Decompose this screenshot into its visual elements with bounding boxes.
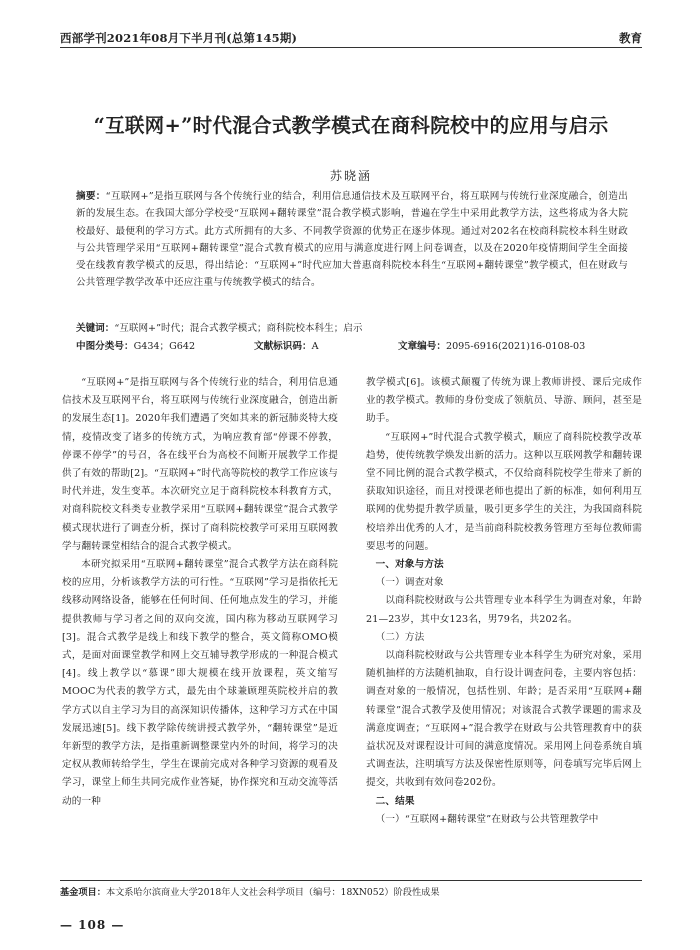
subsection-heading: （一）调查对象	[375, 577, 444, 589]
keywords	[76, 320, 628, 337]
fund-text: 本文系哈尔滨商业大学2018年人文社会科学项目（编号：18XN052）阶段性成果	[105, 887, 440, 898]
abstract	[76, 188, 628, 292]
keywords-label: 关键词：	[76, 323, 115, 334]
body-column-left	[62, 374, 338, 811]
article-number-value: 2095-6916(2021)16-0108-03	[445, 341, 586, 352]
body-paragraph: “互联网+”是指互联网与各个传统行业的结合，利用信息通信技术及互联网平台，将互联网与传统行业深度融合，创造出新的发展生态[1]。2020年我们遭遇了突如其来的新冠肺炎特大疫情，疫情改变了诸多的传统方式，为响应教育部“停课不停教，停课不停学”的号召，各在线平台为高校不间断开展教学工作提供了有效的帮助[2]。“互联网+”时代高等院校的教学工作应该与时代并进，发生变革。本次研究立足于商科院校本科教育方式，对商科院校文科类专业教学采用“互联网+翻转课堂”混合式教学模式现状进行了调查分析，探讨了商科院校教学可采用互联网教学与翻转课堂相结合的混合式教学模式。	[62, 377, 338, 552]
body-paragraph: 教学模式[6]。该模式颠覆了传统为课上教师讲授、课后完成作业的教学模式。教师的身份变成了领航员、导游、顾问，甚至是助手。	[366, 377, 642, 425]
author: 苏晓涵	[329, 169, 372, 183]
clc-number	[76, 338, 195, 355]
article-number	[398, 338, 585, 355]
abstract-text: “互联网+”是指互联网与各个传统行业的结合，利用信息通信技术及互联网平台，将互联网与传统行业深度融合，创造出新的发展生态。在我国大部分学校受“互联网+翻转课堂”混合教学模式影响，普遍在学生中采用此教学方法，这些将成为各大院校最好、最便利的学习方式。此方式所拥有的大多、不同教学资源的优势正在逐步体现。通过对202名在校商科院校本科生财政与公共管理学采用“互联网+翻转课堂”混合式教育模式的应用与满意度进行网上问卷调查，以及在2020年疫情期间学生全面接受在线教育教学模式的反思，得出结论：“互联网+”时代应加大普惠商科院校本科生“互联网+翻转课堂”教学模式，但在财政与公共管理学教学改革中还应注重与传统教学模式的结合。	[76, 191, 628, 289]
section-heading: 一、对象与方法	[375, 559, 444, 571]
document-code	[254, 338, 319, 355]
article-number-label: 文章编号：	[398, 341, 446, 352]
subsection-heading: （一）“互联网+翻转课堂”在财政与公共管理教学中	[375, 813, 599, 825]
page-number: — 108 —	[60, 918, 125, 932]
section-heading: 二、结果	[375, 795, 415, 807]
fund-note	[60, 884, 642, 898]
subsection-heading: （二）方法	[375, 631, 425, 643]
running-header	[60, 28, 642, 48]
section-label: 教育	[619, 31, 642, 45]
body-paragraph: 以商科院校财政与公共管理专业本科学生为调查对象，年龄21—23岁，其中女123名，男79名，共202名。	[366, 595, 642, 625]
body-paragraph: 本研究拟采用“互联网+翻转课堂”混合式教学方法在商科院校的应用，分析该教学方法的可行性。“互联网”学习是指依托无线移动网络设备，能够在任何时间、任何地点发生的学习，并能提供教师与学习者之间的双向交流，国内称为移动互联网学习[3]。混合式教学是线上和线下教学的整合，英文简称OMO模式，是面对面课堂教学和网上交互辅导教学形成的一种混合模式[4]。线上教学以“慕课”即大规模在线开放课程，英文缩写MOOC为代表的教学方式，最先由个球兼顾理英院校并启的教学方式以自主学习为目的高深知识传播体，这种学习方式在中国发展迅速[5]。线下教学除传统讲授式教学外，“翻转课堂”是近年新型的教学方法，是指重新调整课堂内外的时间，将学习的决定权从教师转给学生，学生在课前完成对各种学习资源的观看及学习，课堂上师生共同完成作业答疑，协作探究和互动交流等活动的一种	[62, 559, 338, 807]
doc-code-label: 文献标识码：	[254, 341, 312, 352]
clc-label: 中图分类号：	[76, 341, 134, 352]
body-paragraph: “互联网+”时代混合式教学模式，顺应了商科院校教学改革趋势，使传统教学焕发出新的活力。这种以互联网教学和翻转课堂不同比例的混合式教学模式，不仅给商科院校学生带来了新的获取知识途径，而且对授课老师也提出了新的标准，如何利用互联网的优势提升教学质量，吸引更多学生的关注，为我国商科院校培养出优秀的人才，是当前商科院校教务管理方至每位教师需要思考的问题。	[366, 431, 642, 552]
keywords-text: “互联网+”时代；混合式教学模式；商科院校本科生；启示	[114, 323, 363, 334]
article-title: “互联网+”时代混合式教学模式在商科院校中的应用与启示	[93, 114, 609, 137]
journal-issue: 西部学刊2021年08月下半月刊(总第145期)	[60, 31, 298, 45]
fund-label: 基金项目：	[60, 887, 106, 898]
body-column-right	[366, 374, 642, 829]
clc-value: G434；G642	[133, 341, 196, 352]
doc-code-value: A	[311, 341, 319, 352]
body-paragraph: 以商科院校财政与公共管理专业本科学生为研究对象，采用随机抽样的方法随机抽取，自行设计调查问卷，主要内容包括：调查对象的一般情况，包括性别、年龄；是否采用“互联网+翻转课堂”混合式教学及使用情况；对该混合式教学课题的需求及满意度调查；“互联网+”混合教学在财政与公共管理教育中的获益状况及对课程设计可间的满意度情况。采用网上问卷系统自填式调查法，注明填写方法及保密性原则等，问卷填写完毕后网上提交，共收到有效问卷202份。	[366, 650, 642, 789]
abstract-label: 摘要：	[76, 191, 106, 202]
footnote-rule	[60, 880, 642, 881]
